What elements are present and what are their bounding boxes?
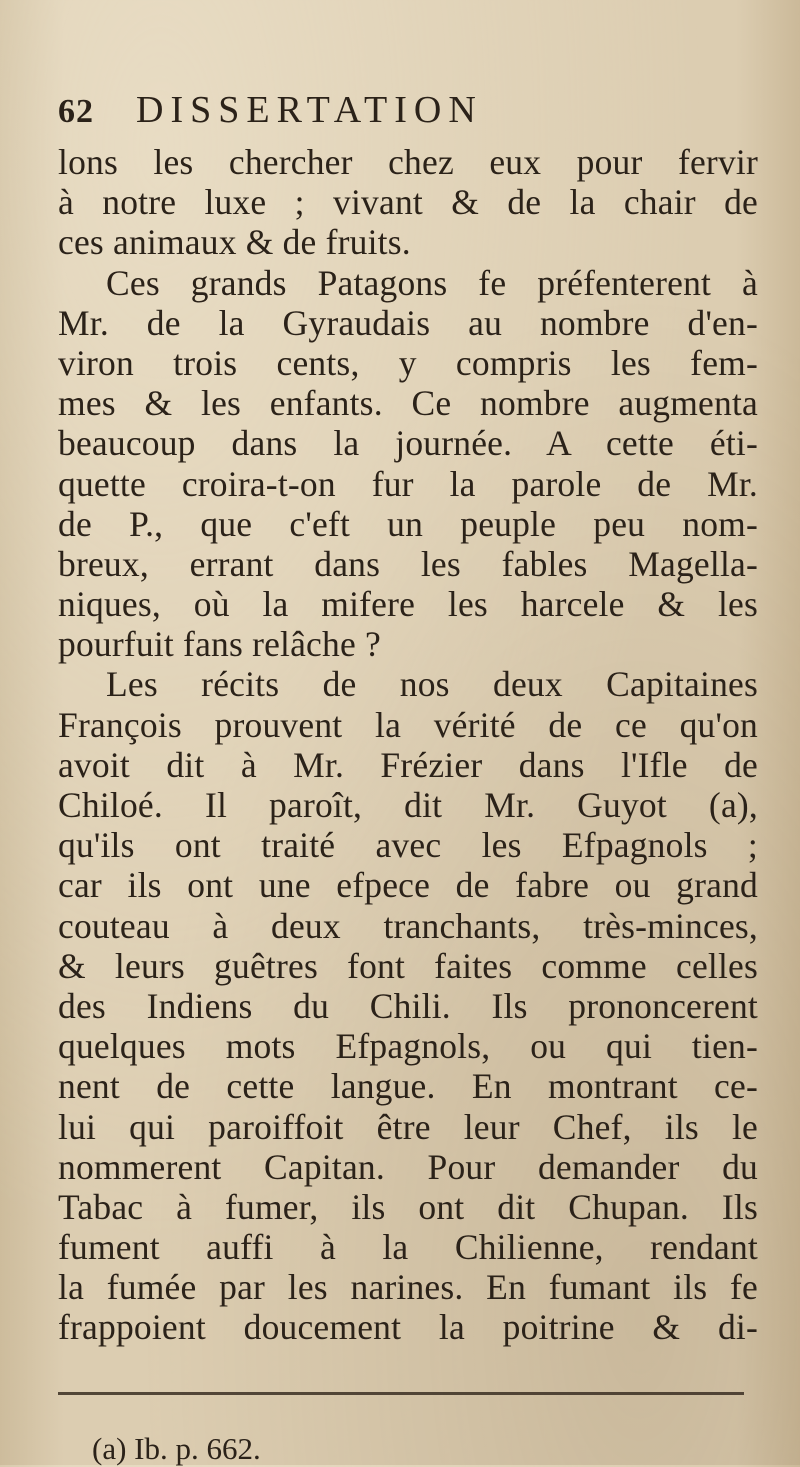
- text-line: nommerent Capitan. Pour demander du: [58, 1146, 758, 1187]
- text-line: Mr. de la Gyraudais au nombre d'en-: [58, 302, 758, 343]
- text-line: Les récits de nos deux Capitaines: [106, 664, 758, 705]
- page-header: [58, 88, 758, 136]
- book-page: [58, 88, 758, 1467]
- text-line: frappoient doucement la poitrine & di-: [58, 1307, 758, 1348]
- footnote: (a) Ib. p. 662.: [92, 1430, 261, 1466]
- text-line: lui qui paroiffoit être leur Chef, ils le: [58, 1106, 758, 1147]
- text-line: Tabac à fumer, ils ont dit Chupan. Ils: [58, 1186, 758, 1227]
- footnote-rule: [58, 1392, 744, 1395]
- text-line: Chiloé. Il paroît, dit Mr. Guyot (a),: [58, 785, 758, 825]
- text-line: la fumée par les narines. En fumant ils fe: [58, 1267, 758, 1308]
- text-line: à notre luxe ; vivant & de la chair de: [58, 182, 758, 223]
- text-line: & leurs guêtres font faites comme celles: [58, 945, 758, 986]
- text-line: pourfuit fans relâche ?: [58, 624, 381, 665]
- text-line: quelques mots Efpagnols, ou qui tien-: [58, 1026, 758, 1067]
- text-line: quette croira-t-on fur la parole de Mr.: [58, 463, 758, 504]
- text-line: mes & les enfants. Ce nombre augmenta: [58, 383, 758, 424]
- text-line: Ces grands Patagons fe préfenterent à: [106, 262, 758, 303]
- running-title: DISSERTATION: [136, 89, 483, 131]
- text-line: fument auffi à la Chilienne, rendant: [58, 1227, 758, 1268]
- body-text: [58, 142, 758, 1348]
- text-line: car ils ont une efpece de fabre ou grand: [58, 865, 758, 906]
- text-line: François prouvent la vérité de ce qu'on: [58, 704, 758, 745]
- text-line: lons les chercher chez eux pour fervir: [58, 142, 758, 182]
- text-line: avoit dit à Mr. Frézier dans l'Ifle de: [58, 744, 758, 785]
- text-line: ces animaux & de fruits.: [58, 222, 411, 263]
- text-line: nent de cette langue. En montrant ce-: [58, 1066, 758, 1107]
- text-line: des Indiens du Chili. Ils prononcerent: [58, 985, 758, 1026]
- text-line: viron trois cents, y compris les fem-: [58, 342, 758, 383]
- text-line: niques, où la mifere les harcele & les: [58, 584, 758, 625]
- text-line: couteau à deux tranchants, très-minces,: [58, 905, 758, 946]
- page-number: 62: [58, 93, 94, 130]
- text-line: breux, errant dans les fables Magella-: [58, 543, 758, 584]
- text-line: beaucoup dans la journée. A cette éti-: [58, 423, 758, 464]
- text-line: qu'ils ont traité avec les Efpagnols ;: [58, 825, 758, 866]
- text-line: de P., que c'eft un peuple peu nom-: [58, 503, 758, 544]
